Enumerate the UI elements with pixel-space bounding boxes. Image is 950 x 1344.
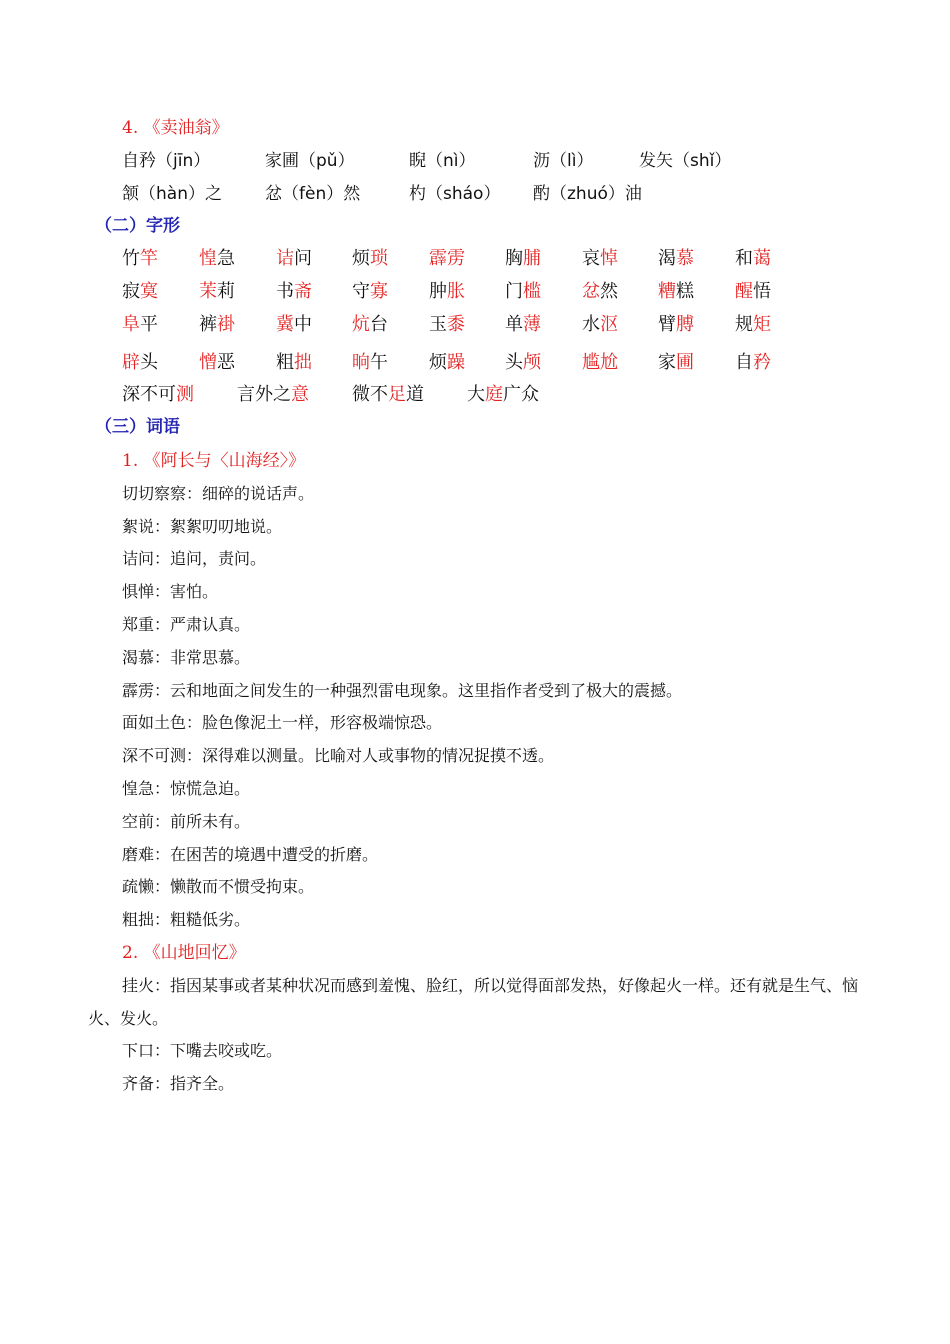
highlighted-char: 雳 bbox=[447, 248, 465, 269]
definition-line: 诘问：追问，责问。 bbox=[122, 549, 267, 568]
highlighted-char: 醒 bbox=[735, 281, 753, 302]
plain-char: 单 bbox=[505, 314, 523, 335]
plain-char: 午 bbox=[370, 352, 388, 373]
word-item bbox=[429, 280, 465, 304]
plain-char: 水 bbox=[582, 314, 600, 335]
highlighted-char: 足 bbox=[388, 384, 406, 405]
word-item bbox=[505, 247, 541, 271]
highlighted-char: 寞 bbox=[140, 281, 158, 302]
word-item bbox=[122, 351, 158, 375]
highlighted-char: 薄 bbox=[523, 314, 541, 335]
highlighted-char: 槛 bbox=[523, 281, 541, 302]
pinyin-item: 颔（hàn）之 bbox=[122, 184, 222, 204]
word-item bbox=[735, 247, 771, 271]
definition-line: 深不可测：深得难以测量。比喻对人或事物的情况捉摸不透。 bbox=[122, 746, 555, 765]
word-item bbox=[199, 280, 235, 304]
idiom-item bbox=[352, 383, 424, 407]
plain-char: 裤 bbox=[199, 314, 217, 335]
word-item bbox=[582, 313, 618, 337]
ciyu-sub1-title: 1. 《阿长与〈山海经〉》 bbox=[122, 451, 306, 471]
plain-char: 糕 bbox=[676, 281, 694, 302]
word-item bbox=[199, 247, 235, 271]
highlighted-char: 尬 bbox=[600, 352, 618, 373]
plain-char: 书 bbox=[276, 281, 294, 302]
word-item bbox=[429, 247, 465, 271]
pinyin-item: 杓（sháo） bbox=[409, 184, 501, 204]
word-item bbox=[658, 280, 694, 304]
highlighted-char: 颅 bbox=[523, 352, 541, 373]
word-item bbox=[735, 313, 771, 337]
word-item bbox=[505, 313, 541, 337]
plain-char: 然 bbox=[600, 281, 618, 302]
definition-line: 惧惮：害怕。 bbox=[122, 582, 219, 601]
plain-char: 急 bbox=[217, 248, 235, 269]
highlighted-char: 辟 bbox=[122, 352, 140, 373]
definition-paragraph: 挂火：指因某事或者某种状况而感到羞愧、脸红，所以觉得面部发热，好像起火一样。还有就是生气、恼火、发火。 bbox=[88, 976, 859, 1028]
highlighted-char: 矩 bbox=[753, 314, 771, 335]
highlighted-char: 测 bbox=[176, 384, 194, 405]
word-item bbox=[429, 351, 465, 375]
plain-char: 悟 bbox=[753, 281, 771, 302]
word-item bbox=[582, 351, 618, 375]
plain-char: 哀 bbox=[582, 248, 600, 269]
word-item bbox=[352, 280, 388, 304]
highlighted-char: 蔼 bbox=[753, 248, 771, 269]
plain-char: 头 bbox=[140, 352, 158, 373]
idiom-item bbox=[237, 383, 309, 407]
highlighted-char: 悼 bbox=[600, 248, 618, 269]
plain-char: 胸 bbox=[505, 248, 523, 269]
idiom-item bbox=[467, 383, 539, 407]
section4-title: 4. 《卖油翁》 bbox=[122, 118, 229, 138]
plain-char: 中 bbox=[294, 314, 312, 335]
plain-char: 烦 bbox=[352, 248, 370, 269]
highlighted-char: 冀 bbox=[276, 314, 294, 335]
highlighted-char: 沤 bbox=[600, 314, 618, 335]
definition-line: 下口：下嘴去咬或吃。 bbox=[122, 1041, 283, 1060]
word-item bbox=[276, 280, 312, 304]
zixing-heading: （二）字形 bbox=[95, 216, 180, 236]
plain-char: 平 bbox=[140, 314, 158, 335]
pinyin-item: 家圃（pǔ） bbox=[265, 151, 355, 171]
word-item bbox=[505, 280, 541, 304]
word-item bbox=[735, 280, 771, 304]
highlighted-char: 茉 bbox=[199, 281, 217, 302]
plain-char: 微不 bbox=[352, 384, 388, 405]
word-item bbox=[276, 351, 312, 375]
plain-char: 臂 bbox=[658, 314, 676, 335]
definition-line: 惶急：惊慌急迫。 bbox=[122, 779, 251, 798]
definition-line: 疏懒：懒散而不惯受拘束。 bbox=[122, 877, 315, 896]
highlighted-char: 脯 bbox=[523, 248, 541, 269]
highlighted-char: 忿 bbox=[582, 281, 600, 302]
highlighted-char: 糟 bbox=[658, 281, 676, 302]
definition-line: 磨难：在困苦的境遇中遭受的折磨。 bbox=[122, 845, 379, 864]
plain-char: 寂 bbox=[122, 281, 140, 302]
pinyin-item: 发矢（shǐ） bbox=[639, 151, 732, 171]
plain-char: 自 bbox=[735, 352, 753, 373]
word-item bbox=[658, 247, 694, 271]
highlighted-char: 琐 bbox=[370, 248, 388, 269]
plain-char: 守 bbox=[352, 281, 370, 302]
highlighted-char: 晌 bbox=[352, 352, 370, 373]
definition-line: 粗拙：粗糙低劣。 bbox=[122, 910, 251, 929]
plain-char: 台 bbox=[370, 314, 388, 335]
highlighted-char: 意 bbox=[291, 384, 309, 405]
plain-char: 恶 bbox=[217, 352, 235, 373]
highlighted-char: 躁 bbox=[447, 352, 465, 373]
definition-line: 渴慕：非常思慕。 bbox=[122, 648, 251, 667]
definition-line: 面如土色：脸色像泥土一样，形容极端惊恐。 bbox=[122, 713, 443, 732]
pinyin-item: 忿（fèn）然 bbox=[265, 184, 361, 204]
highlighted-char: 矜 bbox=[753, 352, 771, 373]
definition-line: 郑重：严肃认真。 bbox=[122, 615, 251, 634]
plain-char: 粗 bbox=[276, 352, 294, 373]
pinyin-item: 沥（lì） bbox=[533, 151, 594, 171]
highlighted-char: 褂 bbox=[217, 314, 235, 335]
word-item bbox=[276, 313, 312, 337]
word-item bbox=[199, 351, 235, 375]
definition-line: 切切察察：细碎的说话声。 bbox=[122, 484, 315, 503]
definition-line: 空前：前所未有。 bbox=[122, 812, 251, 831]
word-item bbox=[505, 351, 541, 375]
plain-char: 门 bbox=[505, 281, 523, 302]
idiom-item bbox=[122, 383, 194, 407]
plain-char: 莉 bbox=[217, 281, 235, 302]
plain-char: 竹 bbox=[122, 248, 140, 269]
plain-char: 渴 bbox=[658, 248, 676, 269]
highlighted-char: 慕 bbox=[676, 248, 694, 269]
highlighted-char: 炕 bbox=[352, 314, 370, 335]
highlighted-char: 圃 bbox=[676, 352, 694, 373]
highlighted-char: 诘 bbox=[276, 248, 294, 269]
plain-char: 烦 bbox=[429, 352, 447, 373]
highlighted-char: 膊 bbox=[676, 314, 694, 335]
ciyu-sub2-title: 2. 《山地回忆》 bbox=[122, 943, 246, 963]
plain-char: 问 bbox=[294, 248, 312, 269]
definition-line: 霹雳：云和地面之间发生的一种强烈雷电现象。这里指作者受到了极大的震撼。 bbox=[122, 681, 683, 700]
word-item bbox=[122, 313, 158, 337]
highlighted-char: 憎 bbox=[199, 352, 217, 373]
word-item bbox=[735, 351, 771, 375]
word-item bbox=[122, 280, 158, 304]
word-item bbox=[582, 247, 618, 271]
definition-line: 絮说：絮絮叨叨地说。 bbox=[122, 517, 283, 536]
highlighted-char: 寡 bbox=[370, 281, 388, 302]
word-item bbox=[658, 313, 694, 337]
highlighted-char: 竿 bbox=[140, 248, 158, 269]
highlighted-char: 惶 bbox=[199, 248, 217, 269]
plain-char: 和 bbox=[735, 248, 753, 269]
plain-char: 广众 bbox=[503, 384, 539, 405]
plain-char: 家 bbox=[658, 352, 676, 373]
plain-char: 肿 bbox=[429, 281, 447, 302]
highlighted-char: 胀 bbox=[447, 281, 465, 302]
word-item bbox=[352, 247, 388, 271]
definition-line: 齐备：指齐全。 bbox=[122, 1074, 235, 1093]
word-item bbox=[582, 280, 618, 304]
plain-char: 头 bbox=[505, 352, 523, 373]
plain-char: 玉 bbox=[429, 314, 447, 335]
pinyin-item: 酌（zhuó）油 bbox=[533, 184, 642, 204]
plain-char: 大 bbox=[467, 384, 485, 405]
plain-char: 规 bbox=[735, 314, 753, 335]
word-item bbox=[658, 351, 694, 375]
highlighted-char: 拙 bbox=[294, 352, 312, 373]
plain-char: 道 bbox=[406, 384, 424, 405]
highlighted-char: 霹 bbox=[429, 248, 447, 269]
highlighted-char: 阜 bbox=[122, 314, 140, 335]
highlighted-char: 黍 bbox=[447, 314, 465, 335]
word-item bbox=[352, 351, 388, 375]
plain-char: 言外之 bbox=[237, 384, 291, 405]
word-item bbox=[199, 313, 235, 337]
ciyu-heading: （三）词语 bbox=[95, 417, 180, 437]
highlighted-char: 斋 bbox=[294, 281, 312, 302]
plain-char: 深不可 bbox=[122, 384, 176, 405]
highlighted-char: 尴 bbox=[582, 352, 600, 373]
pinyin-item: 睨（nì） bbox=[409, 151, 476, 171]
word-item bbox=[276, 247, 312, 271]
pinyin-item: 自矜（jīn） bbox=[122, 151, 211, 171]
highlighted-char: 庭 bbox=[485, 384, 503, 405]
word-item bbox=[352, 313, 388, 337]
word-item bbox=[122, 247, 158, 271]
word-item bbox=[429, 313, 465, 337]
